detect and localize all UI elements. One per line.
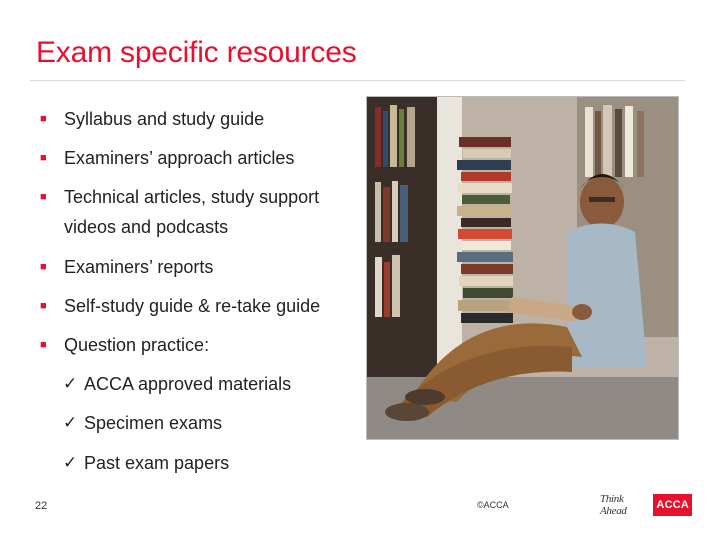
title-divider (30, 80, 685, 81)
bullet-marker-icon: ■ (40, 339, 47, 351)
logo-brand: ACCA (653, 494, 692, 516)
checkmark-icon: ✓ (63, 374, 78, 393)
bullet-item (40, 143, 370, 173)
bullet-text: Self-study guide & re-take guide (64, 296, 321, 316)
sub-bullet-item (63, 408, 353, 438)
bullet-marker-icon: ■ (40, 300, 47, 312)
bullet-text: Technical articles, study support videos and podcasts (64, 187, 320, 237)
bullet-marker-icon: ■ (40, 113, 47, 125)
checkmark-icon: ✓ (63, 413, 78, 432)
sub-bullet-item (63, 448, 353, 478)
acca-logo (600, 492, 692, 518)
bullet-item (40, 104, 370, 134)
sub-bullet-item (63, 369, 353, 399)
bullet-marker-icon: ■ (40, 152, 47, 164)
bullet-item (40, 330, 370, 360)
student-reading-photo (366, 96, 679, 440)
sub-bullet-text: Specimen exams (84, 413, 223, 433)
logo-tagline: Think Ahead (600, 493, 627, 517)
copyright-text: ©ACCA (477, 500, 509, 510)
bullet-marker-icon: ■ (40, 261, 47, 273)
bullet-item (40, 252, 370, 282)
bullet-text: Syllabus and study guide (64, 109, 265, 129)
checkmark-icon: ✓ (63, 453, 78, 472)
bullet-item (40, 291, 370, 321)
bullet-text: Question practice: (64, 335, 210, 355)
sub-bullet-text: ACCA approved materials (84, 374, 292, 394)
bullet-item (40, 182, 370, 242)
sub-bullet-text: Past exam papers (84, 453, 230, 473)
bullet-marker-icon: ■ (40, 191, 47, 203)
page-number: 22 (35, 500, 48, 512)
photo-illustration (367, 97, 678, 439)
slide-title: Exam specific resources (36, 36, 357, 69)
bullet-text: Examiners’ approach articles (64, 148, 295, 168)
bullet-text: Examiners’ reports (64, 257, 214, 277)
